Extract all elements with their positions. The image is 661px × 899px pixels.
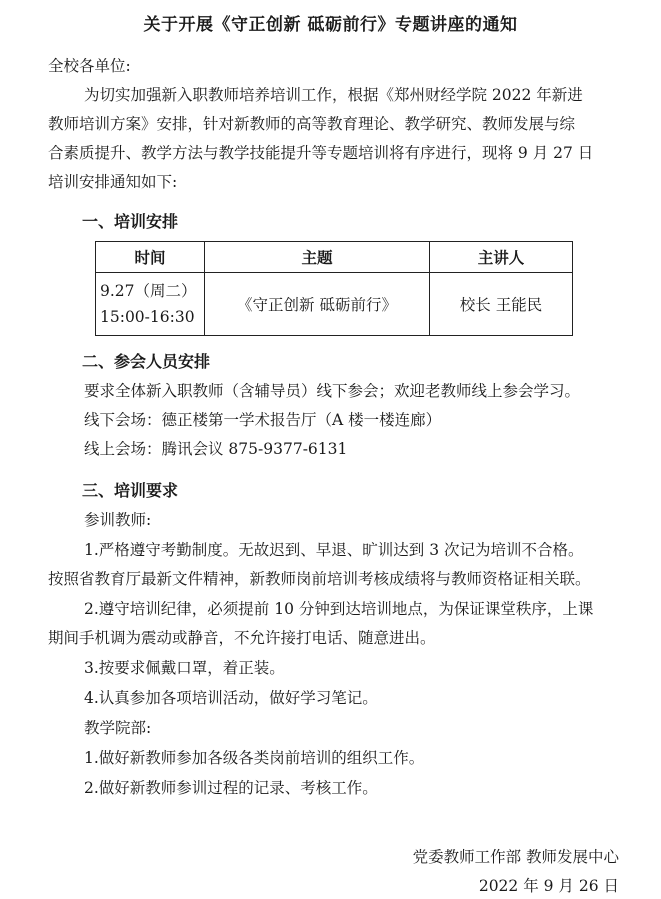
teacher-item-4: 4.认真参加各项培训活动，做好学习笔记。 — [84, 689, 378, 707]
table-cell-topic: 《守正创新 砥砺前行》 — [205, 273, 430, 336]
table-header-row — [96, 242, 573, 273]
attendees-requirement: 要求全体新入职教师（含辅导员）线下参会；欢迎老教师线上参会学习。 — [84, 382, 581, 400]
section-heading-schedule: 一、培训安排 — [82, 212, 179, 231]
dept-item-2: 2.做好新教师参训过程的记录、考核工作。 — [84, 779, 378, 797]
table-cell-speaker: 校长 王能民 — [430, 273, 573, 336]
teachers-label: 参训教师: — [84, 511, 152, 529]
table-header-time: 时间 — [96, 242, 205, 273]
time-date: 9.27（周二） — [100, 282, 197, 300]
dept-label: 教学院部: — [84, 719, 152, 737]
online-venue: 线上会场：腾讯会议 875-9377-6131 — [84, 440, 348, 458]
teacher-item-1-cont: 按照省教育厅最新文件精神，新教师岗前培训考核成绩将与教师资格证相关联。 — [48, 570, 591, 588]
salutation: 全校各单位: — [48, 57, 131, 75]
table-header-topic: 主题 — [205, 242, 430, 273]
signature-date: 2022 年 9 月 26 日 — [478, 877, 619, 895]
intro-line-2: 教师培训方案》安排，针对新教师的高等教育理论、教学研究、教师发展与综 — [48, 115, 576, 133]
table-header-speaker: 主讲人 — [430, 242, 573, 273]
table-cell-time — [96, 273, 205, 336]
teacher-item-2: 2.遵守培训纪律，必须提前 10 分钟到达培训地点，为保证课堂秩序，上课 — [84, 600, 594, 618]
signature-org: 党委教师工作部 教师发展中心 — [412, 848, 619, 866]
dept-item-1: 1.做好新教师参加各级各类岗前培训的组织工作。 — [84, 749, 425, 767]
section-heading-attendees: 二、参会人员安排 — [82, 352, 211, 371]
time-range: 15:00-16:30 — [100, 308, 195, 326]
table-row — [96, 273, 573, 336]
teacher-item-3: 3.按要求佩戴口罩，着正装。 — [84, 659, 285, 677]
intro-line-4: 培训安排通知如下: — [48, 173, 178, 191]
teacher-item-1: 1.严格遵守考勤制度。无故迟到、早退、旷训达到 3 次记为培训不合格。 — [84, 541, 584, 559]
teacher-item-2-cont: 期间手机调为震动或静音，不允许接打电话、随意进出。 — [48, 629, 436, 647]
offline-venue: 线下会场：德正楼第一学术报告厅（A 楼一楼连廊） — [84, 411, 442, 429]
section-heading-requirements: 三、培训要求 — [82, 481, 179, 500]
schedule-table — [95, 241, 573, 336]
intro-line-1: 为切实加强新入职教师培养培训工作，根据《郑州财经学院 2022 年新进 — [84, 86, 583, 104]
notice-title: 关于开展《守正创新 砥砺前行》专题讲座的通知 — [143, 15, 518, 35]
intro-line-3: 合素质提升、教学方法与教学技能提升等专题培训将有序进行，现将 9 月 27 日 — [48, 144, 594, 162]
